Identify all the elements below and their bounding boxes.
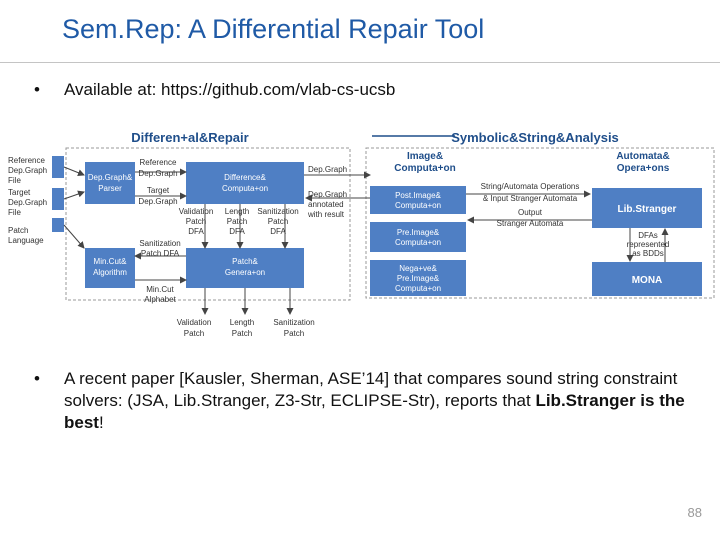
val-dfa-label-3: DFA bbox=[188, 227, 204, 236]
dfas-label-1: DFAs bbox=[638, 231, 658, 240]
negpre-label-1: Nega+ve& bbox=[399, 264, 437, 273]
annotated-label-1: Dep.Graph bbox=[308, 190, 348, 199]
output-length-1: Length bbox=[229, 318, 255, 327]
target-depgraph-label-2: Dep.Graph bbox=[138, 197, 178, 206]
san-patch-dfa-label-2: Patch DFA bbox=[140, 249, 180, 258]
difference-computation-box bbox=[186, 162, 304, 204]
input-patch-1: Patch bbox=[8, 226, 29, 235]
input-tgt-2: Dep.Graph bbox=[8, 198, 48, 207]
postimage-label-1: Post.Image& bbox=[395, 191, 441, 200]
output-length-2: Patch bbox=[231, 329, 253, 338]
output-validation-1: Validation bbox=[176, 318, 212, 327]
right-section-title: Symbolic&String&Analysis bbox=[451, 130, 619, 145]
target-depgraph-label-1: Target bbox=[146, 186, 170, 195]
mincut-algorithm-label-2: Algorithm bbox=[93, 268, 127, 277]
preimage-label-1: Pre.Image& bbox=[396, 228, 440, 237]
len-dfa-label-1: Length bbox=[224, 207, 250, 216]
difference-computation-label-1: Difference& bbox=[224, 173, 266, 182]
input-tgt-1: Target bbox=[8, 188, 31, 197]
bullet-paper-text-main: A recent paper [Kausler, Sherman, ASE’14] that compares sound string constraint solvers: (JSA, Lib.Stranger, Z3-Str, ECLIPSE-Str), reports that bbox=[64, 369, 678, 410]
san-dfa-label-3: DFA bbox=[270, 227, 286, 236]
bullet-dot: • bbox=[34, 369, 40, 388]
input-ref-2: Dep.Graph bbox=[8, 166, 48, 175]
reference-file-icon bbox=[52, 156, 64, 178]
slide-title: Sem.Rep: A Differential Repair Tool bbox=[62, 14, 485, 44]
mincut-alphabet-label-1: Min.Cut bbox=[146, 285, 174, 294]
bullet-available-text: Available at: https://github.com/vlab-cs-ucsb bbox=[64, 80, 396, 99]
ref-depgraph-label-2: Dep.Graph bbox=[138, 169, 178, 178]
difference-computation-label-2: Computa+on bbox=[221, 184, 269, 193]
out-label-1: Output bbox=[517, 208, 543, 217]
patch-language-file-icon bbox=[52, 218, 64, 232]
depgraph-parser-box bbox=[85, 162, 135, 204]
automata-ops-header-1: Automata& bbox=[616, 151, 670, 162]
postimage-label-2: Computa+on bbox=[394, 201, 442, 210]
left-section-title: Differen+al&Repair bbox=[131, 130, 249, 145]
depgraph-out-label: Dep.Graph bbox=[308, 165, 348, 174]
dfas-label-2: represented bbox=[626, 240, 670, 249]
mincut-alphabet-label-2: Alphabet bbox=[144, 295, 176, 304]
image-computation-header-1: Image& bbox=[406, 151, 444, 162]
libstranger-label: Lib.Stranger bbox=[617, 204, 677, 215]
automata-ops-header-2: Opera+ons bbox=[616, 163, 670, 174]
bullet-dot: • bbox=[34, 80, 40, 99]
annotated-label-3: with result bbox=[308, 210, 345, 219]
output-validation-2: Patch bbox=[183, 329, 205, 338]
input-tgt-3: File bbox=[8, 208, 21, 217]
mincut-algorithm-label-1: Min.Cut& bbox=[93, 257, 127, 266]
negpre-label-3: Computa+on bbox=[394, 284, 442, 293]
negpre-label-2: Pre.Image& bbox=[396, 274, 440, 283]
bullet-paper-end: ! bbox=[98, 413, 104, 432]
preimage-label-2: Computa+on bbox=[394, 238, 442, 247]
out-label-2: Stranger Automata bbox=[496, 219, 564, 228]
patch-generation-label-2: Genera+on bbox=[224, 268, 266, 277]
input-ref-1: Reference bbox=[8, 156, 45, 165]
dfas-label-3: as BDDs bbox=[632, 249, 664, 258]
san-dfa-label-2: Patch bbox=[267, 217, 289, 226]
len-dfa-label-2: Patch bbox=[226, 217, 248, 226]
preimage-box bbox=[370, 222, 466, 252]
target-file-icon bbox=[52, 188, 64, 210]
depgraph-parser-label-1: Dep.Graph& bbox=[87, 173, 133, 182]
image-computation-header-2: Computa+on bbox=[394, 163, 456, 174]
val-dfa-label-2: Patch bbox=[185, 217, 207, 226]
ops-label-2: & Input Stranger Automata bbox=[482, 194, 578, 203]
input-ref-3: File bbox=[8, 176, 21, 185]
annotated-label-2: annotated bbox=[308, 200, 344, 209]
bullet-paper-bold: Lib.Stranger is the best bbox=[64, 391, 685, 432]
bullet-paper-text bbox=[34, 368, 704, 434]
ops-label-1: String/Automata Operations bbox=[480, 182, 580, 191]
patch-generation-label-1: Patch& bbox=[232, 257, 258, 266]
output-sanitization-1: Sanitization bbox=[273, 318, 315, 327]
bullet-paper bbox=[34, 368, 704, 434]
ref-depgraph-label-1: Reference bbox=[139, 158, 177, 167]
val-dfa-label-1: Validation bbox=[178, 207, 214, 216]
page-number: 88 bbox=[687, 505, 702, 520]
output-sanitization-2: Patch bbox=[283, 329, 305, 338]
depgraph-parser-label-2: Parser bbox=[98, 184, 122, 193]
len-dfa-label-3: DFA bbox=[229, 227, 245, 236]
san-patch-dfa-label-1: Sanitization bbox=[139, 239, 181, 248]
san-dfa-label-1: Sanitization bbox=[257, 207, 299, 216]
mona-label: MONA bbox=[631, 275, 663, 286]
input-patch-2: Language bbox=[8, 236, 44, 245]
